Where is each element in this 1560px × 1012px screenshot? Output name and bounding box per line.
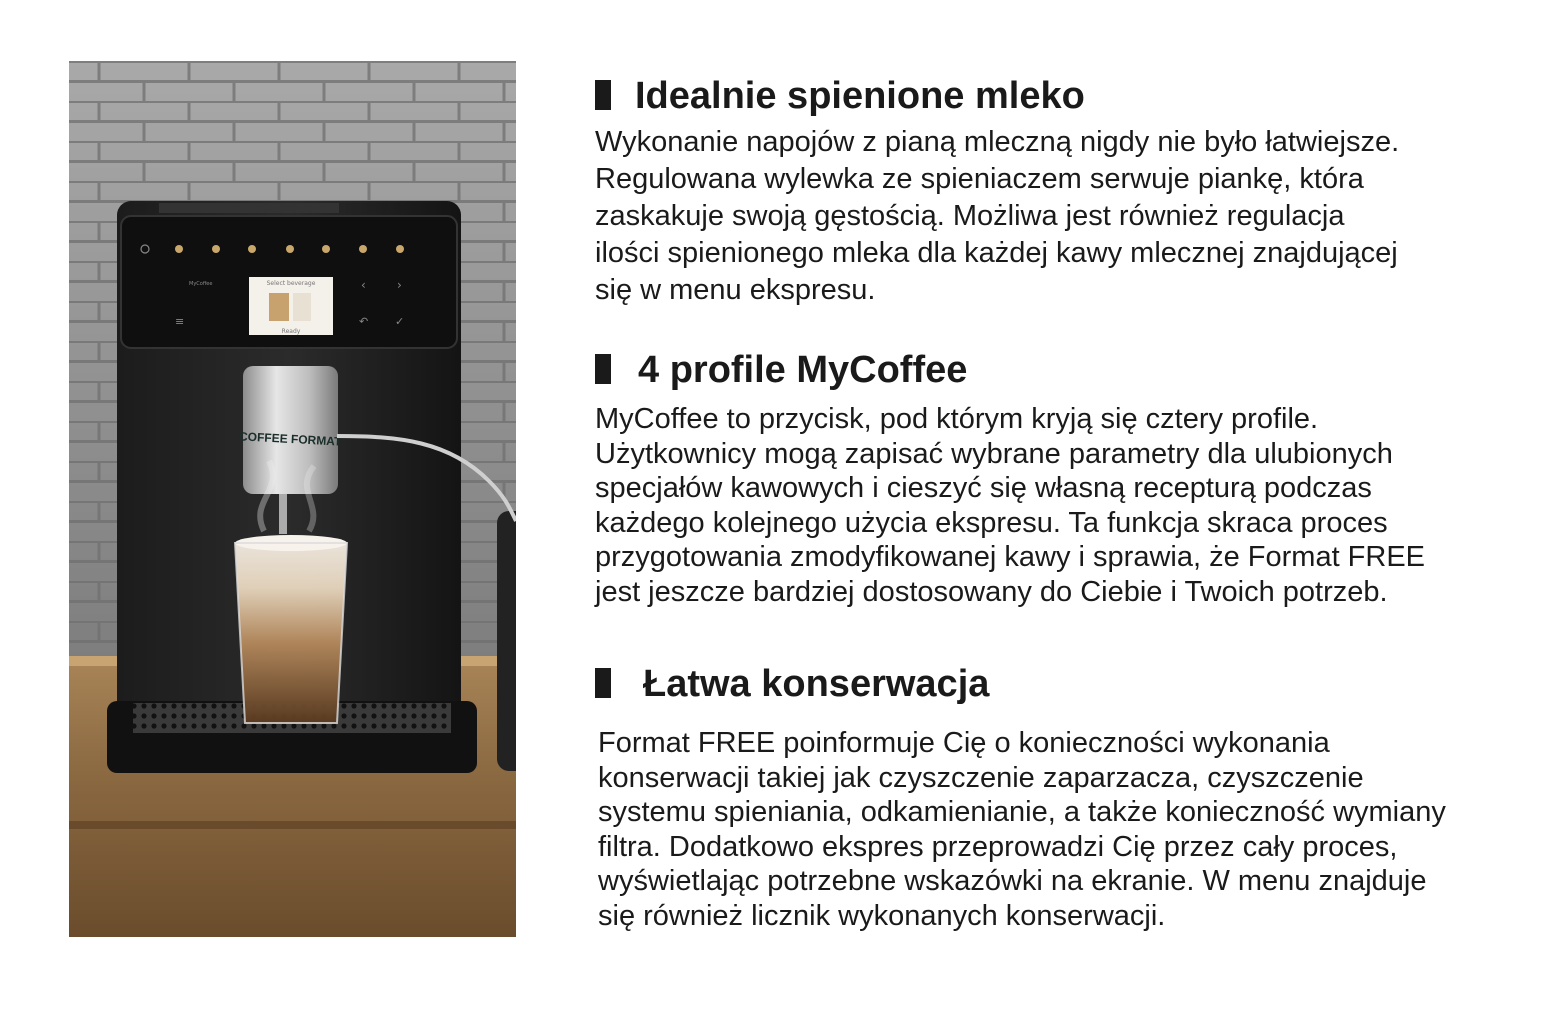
body-line: systemu spieniania, odkamienianie, a także konieczność wymiany	[598, 796, 1446, 828]
profile-label: MyCoffee	[189, 281, 213, 287]
body-line: filtra. Dodatkowo ekspres przeprowadzi Cię przez cały proces,	[598, 830, 1398, 863]
heading-marker	[595, 80, 611, 110]
body-line: Użytkownicy mogą zapisać wybrane parametry dla ulubionych	[595, 437, 1393, 470]
brand-text: COFFEE FORMAT	[238, 429, 342, 449]
body-line: MyCoffee to przycisk, pod którym kryją się cztery profile.	[595, 403, 1319, 435]
body-line: zaskakuje swoją gęstością. Możliwa jest również regulacja	[595, 200, 1345, 232]
body-line: konserwacji takiej jak czyszczenie zaparzacza, czyszczenie	[598, 761, 1364, 794]
svg-text:↶: ↶	[359, 315, 369, 328]
svg-text:≡: ≡	[175, 315, 185, 328]
body-line: się również licznik wykonanych konserwacji.	[598, 899, 1166, 932]
body-line: się w menu ekspresu.	[595, 274, 876, 306]
svg-text:✓: ✓	[395, 315, 405, 328]
body-line: specjałów kawowych i cieszyć się własną recepturą podczas	[595, 472, 1372, 504]
heading-marker	[595, 354, 611, 384]
heading-text: 4 profile MyCoffee	[638, 349, 968, 391]
section-heading	[595, 662, 1535, 706]
heading-marker	[595, 668, 611, 698]
section-maintenance	[595, 662, 1535, 933]
body-line: ilości spienionego mleka dla każdej kawy mlecznej znajdującej	[595, 237, 1398, 269]
body-line: Regulowana wylewka ze spieniaczem serwuje piankę, która	[595, 163, 1364, 195]
section-body	[595, 124, 1535, 309]
section-heading	[595, 74, 1535, 118]
section-heading	[595, 348, 1535, 392]
body-line: przygotowania zmodyfikowanej kawy i sprawia, że Format FREE	[595, 541, 1426, 573]
product-photo	[69, 61, 516, 937]
section-body	[595, 726, 1535, 933]
display-status: Ready	[281, 328, 301, 335]
body-line: Wykonanie napojów z pianą mleczną nigdy nie było łatwiejsze.	[595, 126, 1400, 158]
body-line: wyświetlając potrzebne wskazówki na ekranie. W menu znajduje	[598, 865, 1427, 897]
section-mycoffee-profiles	[595, 348, 1535, 609]
heading-text: Łatwa konserwacja	[643, 663, 990, 705]
section-milk-froth	[595, 74, 1535, 309]
display-title: Select beverage	[266, 280, 316, 287]
svg-text:‹: ‹	[361, 278, 366, 292]
body-line: każdego kolejnego użycia ekspresu. Ta funkcja skraca proces	[595, 506, 1388, 539]
heading-text: Idealnie spienione mleko	[635, 75, 1085, 117]
body-line: jest jeszcze bardziej dostosowany do Ciebie i Twoich potrzeb.	[595, 575, 1388, 608]
svg-text:›: ›	[397, 278, 402, 292]
section-body	[595, 402, 1535, 609]
body-line: Format FREE poinformuje Cię o konieczności wykonania	[598, 727, 1330, 759]
